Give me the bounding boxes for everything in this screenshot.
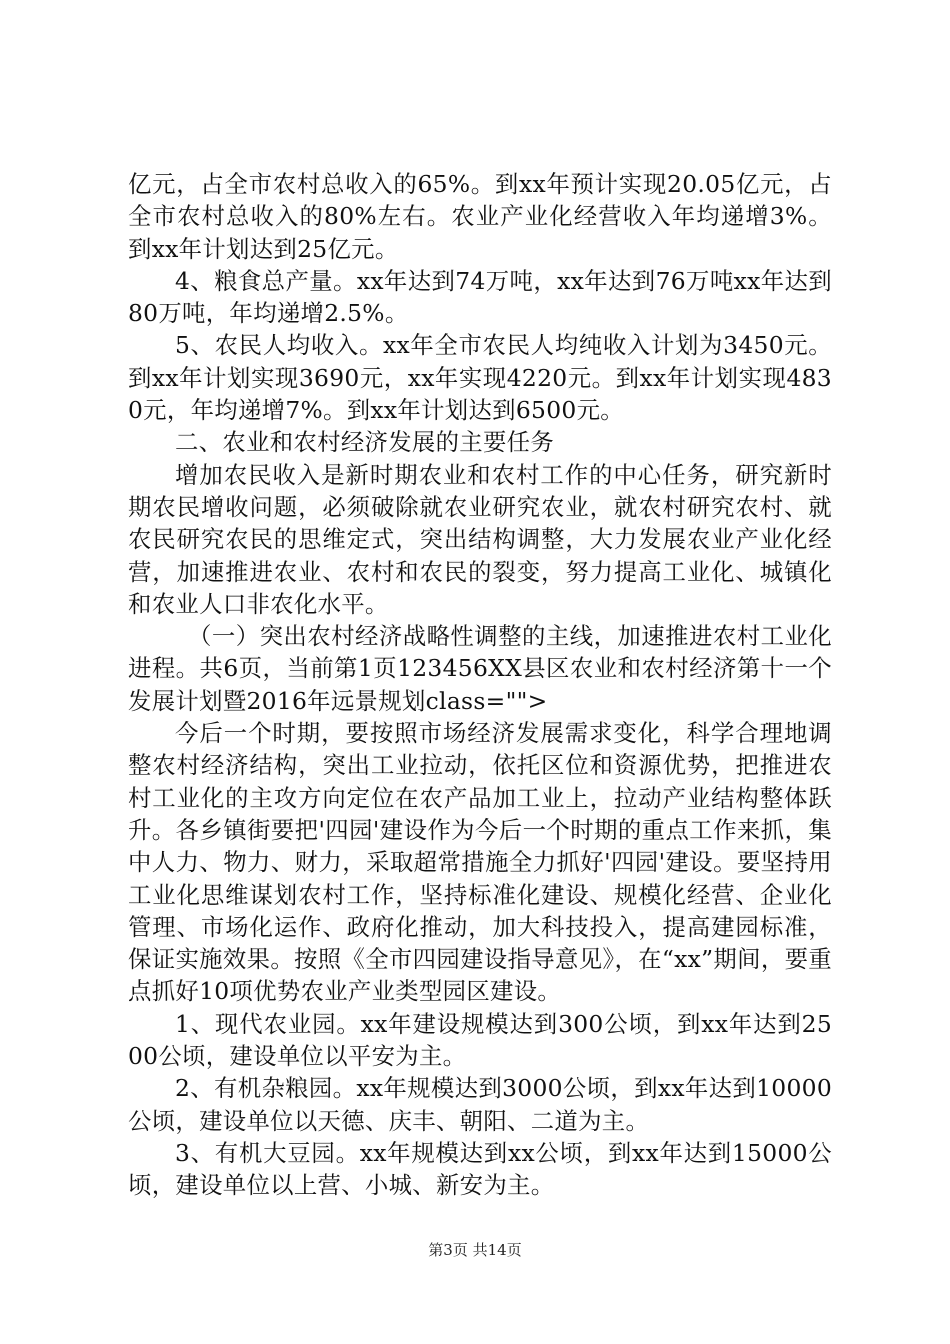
subsection-heading-industrialization: （一）突出农村经济战略性调整的主线，加速推进农村工业化进程。共6页，当前第1页123456XX县区农业和农村经济第十一个发展计划暨2016年远景规划class="">	[128, 622, 832, 715]
paragraph-farmer-income: 5、农民人均收入。xx年全市农民人均纯收入计划为3450元。到xx年计划实现3690元，xx年实现4220元。到xx年计划实现4830元，年均递增7%。到xx年计划达到6500元。	[128, 331, 832, 425]
paragraph-four-parks: 今后一个时期，要按照市场经济发展需求变化，科学合理地调整农村经济结构，突出工业拉动，依托区位和资源优势，把推进农村工业化的主攻方向定位在农产品加工业上，拉动产业结构整体跃升。各乡镇街要把'四园'建设作为今后一个时期的重点工作来抓，集中人力、物力、财力，采取超常措施全力抓好'四园'建设。要坚持用工业化思维谋划农村工作，坚持标准化建设、规模化经营、企业化管理、市场化运作、政府化推动，加大科技投入，提高建园标准，保证实施效果。按照《全市四园建设指导意见》，在“xx”期间，要重点抓好10项优势农业产业类型园区建设。	[128, 719, 832, 1006]
list-item-organic-soybean-park: 3、有机大豆园。xx年规模达到xx公顷，到xx年达到15000公顷，建设单位以上营、小城、新安为主。	[128, 1138, 832, 1200]
document-body	[128, 168, 832, 1202]
page-footer: 第3页 共14页	[428, 1241, 522, 1259]
paragraph-income-continuation: 亿元，占全市农村总收入的65%。到xx年预计实现20.05亿元，占全市农村总收入的80%左右。农业产业化经营收入年均递增3%。到xx年计划达到25亿元。	[128, 170, 832, 263]
paragraph-grain-output: 4、粮食总产量。xx年达到74万吨，xx年达到76万吨xx年达到80万吨，年均递增2.5%。	[128, 266, 832, 328]
paragraph-increase-income: 增加农民收入是新时期农业和农村工作的中心任务，研究新时期农民增收问题，必须破除就农业研究农业，就农村研究农村、就农民研究农民的思维定式，突出结构调整，大力发展农业产业化经营，加速推进农业、农村和农民的裂变，努力提高工业化、城镇化和农业人口非农化水平。	[128, 460, 832, 618]
list-item-modern-agriculture-park: 1、现代农业园。xx年建设规模达到300公顷，到xx年达到2500公顷，建设单位以平安为主。	[128, 1009, 832, 1071]
section-heading-main-tasks: 二、农业和农村经济发展的主要任务	[175, 428, 555, 457]
list-item-organic-grain-park: 2、有机杂粮园。xx年规模达到3000公顷，到xx年达到10000公顷，建设单位以天德、庆丰、朝阳、二道为主。	[128, 1074, 832, 1135]
